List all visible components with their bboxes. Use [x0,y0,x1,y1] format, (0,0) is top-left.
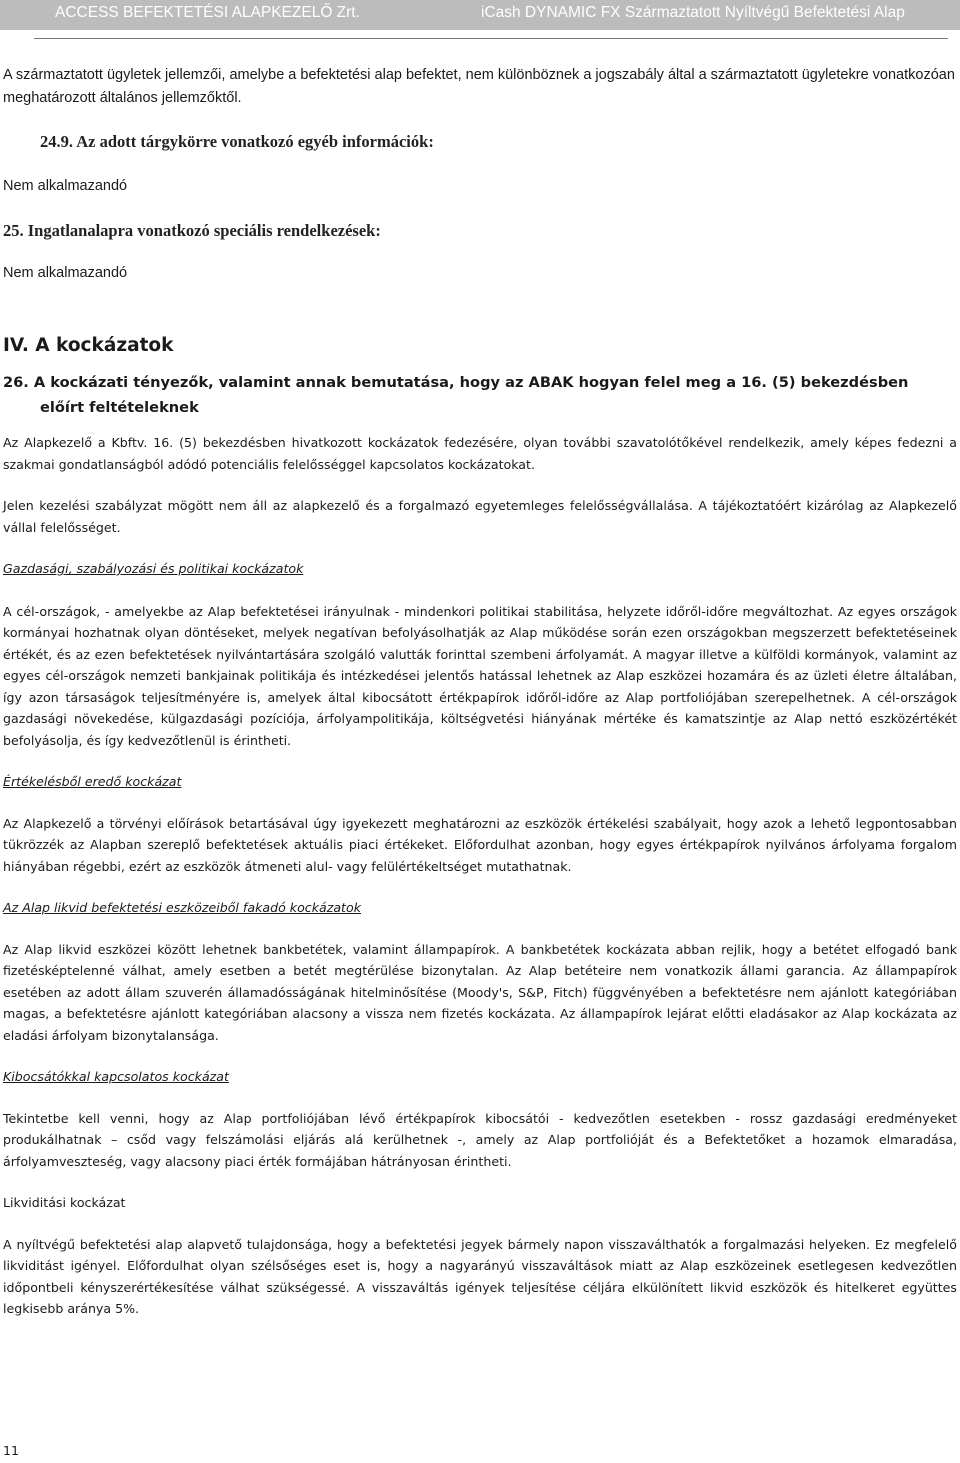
liquid-assets-risk-heading: Az Alap likvid befektetési eszközeiből fakadó kockázatok [3,900,361,915]
section-24-9-heading: 24.9. Az adott tárgykörre vonatkozó egyéb információk: [40,132,434,151]
section-25-text: Nem alkalmazandó [3,265,128,281]
section-26-paragraph-1: Az Alapkezelő a Kbftv. 16. (5) bekezdésben hivatkozott kockázatok fedezésére, olyan további szavatolótőkével rendelkezik, amely képes fedezni a szakmai gondatlanságból adódó potenciális felelősséggel kapcsolatos kockázatokat. [3,435,957,472]
issuer-risk-text: Tekintetbe kell venni, hogy az Alap portfoliójában lévő értékpapírok kibocsátói - kedvezőtlen esetekben - rossz gazdasági eredményeket produkálhatnak – csőd vagy felszámolási eljárás alá kerülhetnek -, amely az Alap portfolióját és a Befektetőket a hozamok elmaradása, árfolyamveszteség, vagy alacsony piaci érték formájában hátrányosan érintheti. [3,1110,957,1169]
liquidity-risk-heading: Likviditási kockázat [3,1195,126,1210]
chapter-iv-heading: IV. A kockázatok [3,335,174,356]
document-body [3,64,957,1320]
section-26-paragraph-2: Jelen kezelési szabályzat mögött nem áll az alapkezelő és a forgalmazó egyetemleges felelősségvállalása. A tájékoztatóért kizárólag az Alapkezelő vállal felelősséget. [3,498,957,535]
header-rule [34,38,948,39]
valuation-risk-text: Az Alapkezelő a törvényi előírások betartásával úgy igyekezett meghatározni az eszközök értékelési szabályait, hogy azok a lehető legpontosabban tükrözzék az Alapban szereplő befektetések aktuális piaci értékeket. Előfordulhat azonban, hogy egyes értékpapírok nyilvános árfolyama forgalom hiányában régebbi, ezért az eszközök átmeneti alul- vagy felülértékeltséget mutathatnak. [3,815,957,874]
econ-risk-heading: Gazdasági, szabályozási és politikai kockázatok [3,561,304,576]
intro-paragraph: A származtatott ügyletek jellemzői, amelybe a befektetési alap befektet, nem különböznek a jogszabály által a származtatott ügyletekre vonatkozóan meghatározott általános jellemzőktől. [3,67,955,106]
page-number: 11 [3,1443,20,1458]
valuation-risk-heading: Értékelésből eredő kockázat [3,774,182,789]
header-company: ACCESS BEFEKTETÉSI ALAPKEZELŐ Zrt. [55,4,360,21]
page-header [0,0,960,30]
liquid-assets-risk-text: Az Alap likvid eszközei között lehetnek bankbetétek, valamint állampapírok. A bankbetétek kockázata abban rejlik, hogy a betétet elfogadó bank fizetésképtelenné válhat, amely esetben a betét megtérülése bizonytalan. Az Alap betéteire nem vonatkozik állami garancia. Az állampapírok esetében az adott állam szuverén államadósságának hitelminősítése (Moody's, S&P, Fitch) függvényében a befektetésre nem ajánlott kategóriában magas, a befektetésre ajánlott kategóriában alacsony a vissza nem fizetés kockázata. Az állampapírok lejárat előtti eladásakor az Alap kockázata az eladási árfolyam bizonytalansága. [3,941,957,1043]
section-26-heading: 26. A kockázati tényezők, valamint annak bemutatása, hogy az ABAK hogyan felel meg a 16. (5) bekezdésben előírt feltételeknek [3,374,909,416]
header-fund-name: iCash DYNAMIC FX Származtatott Nyíltvégű Befektetési Alap [481,4,905,21]
econ-risk-text: A cél-országok, - amelyekbe az Alap befektetései irányulnak - mindenkori politikai stabilitása, helyzete időről-időre megváltozhat. Az egyes országok kormányai hozhatnak olyan döntéseket, melyek negatívan befolyásolhatják az Alap működése során ezen országokban megszerzett befektetéseinek értékét, és az ezen befektetések nyilvántartására szolgáló valutták forinttal szembeni árfolyamát. A magyar illetve a külföldi kormányok, valamint az egyes cél-országok nemzeti bankjainak politikája és intézkedései jelentős hatással lehetnek az Alap eszközei hozamára és az üzleti életre általában, így azon társaságok teljesítményére is, amelyek által kibocsátott értékpapírok időről-időre az Alap portfoliójában szerepelhetnek. A cél-országok gazdasági növekedése, külgazdasági pozíciója, árfolyampolitikája, költségvetési hiányának mértéke és kamatszintje az Alap nettó eszközértékét befolyásolja, és így kedvezőtlenül is érintheti. [3,603,957,748]
section-24-9-text: Nem alkalmazandó [3,178,128,194]
section-25-heading: 25. Ingatlanalapra vonatkozó speciális rendelkezések: [3,221,381,240]
liquidity-risk-text: A nyíltvégű befektetési alap alapvető tulajdonsága, hogy a befektetési jegyek bármely napon visszaválthatók a forgalmazási helyeken. Ez megfelelő likviditást igényel. Előfordulhat olyan szélsőséges eset is, hogy a nagyarányú visszaváltások miatt az Alap eszközeinek esetlegesen kedvezőtlen időpontbeli kényszerértékesítése válhat szükségessé. A visszaváltás igények teljesítése céljára elkülönített likvid eszközök és hitelkeret együttes legkisebb aránya 5%. [3,1236,957,1316]
issuer-risk-heading: Kibocsátókkal kapcsolatos kockázat [3,1069,229,1084]
